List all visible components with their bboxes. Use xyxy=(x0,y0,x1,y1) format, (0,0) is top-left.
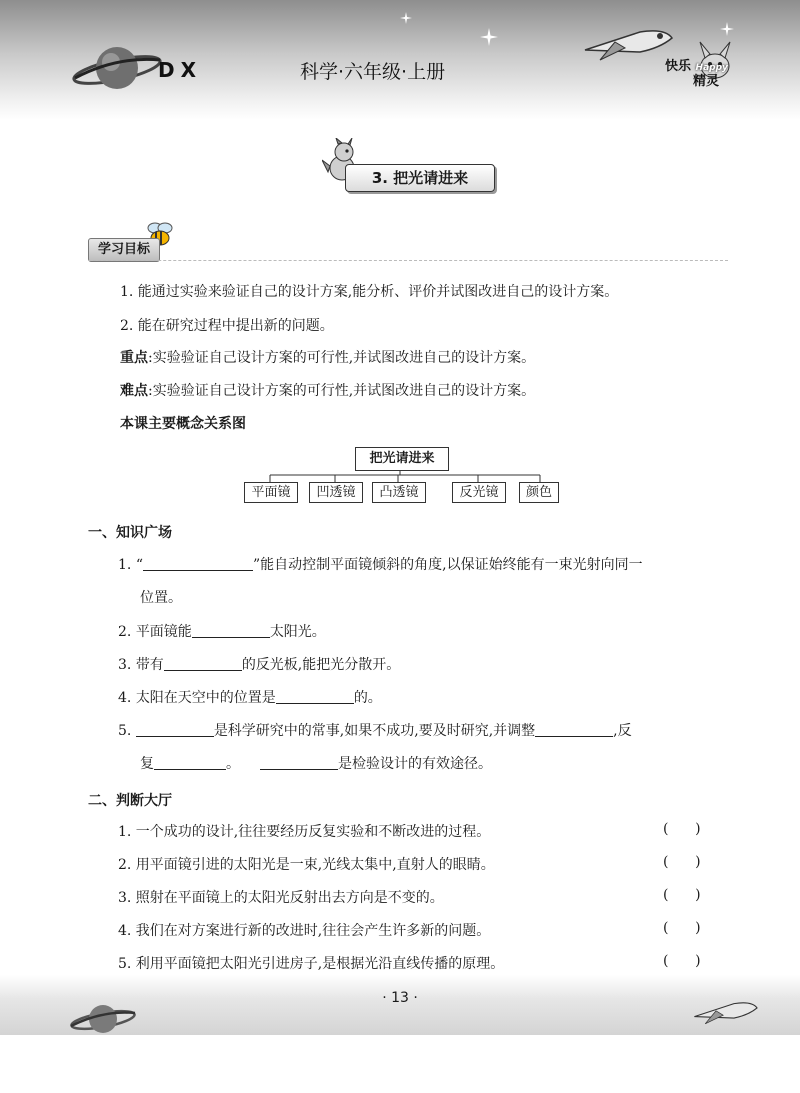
judge-item: 5. 利用平面镜把太阳光引进房子,是根据光沿直线传播的原理。 xyxy=(118,956,505,972)
page-number: · 13 · xyxy=(382,990,418,1006)
header-book-title: 科学·六年级·上册 xyxy=(300,61,446,83)
star-icon xyxy=(720,22,734,36)
question-number: 3. xyxy=(118,657,132,673)
judge-item: 1. 一个成功的设计,往往要经历反复实验和不断改进的过程。 xyxy=(118,824,491,840)
lesson-title: 3. 把光请进来 xyxy=(345,164,495,192)
series-logo xyxy=(665,60,728,89)
difficult-point xyxy=(120,380,535,400)
divider xyxy=(88,260,728,261)
question-text: 的反光板,能把光分散开。 xyxy=(241,657,401,673)
concept-map-node: 凹透镜 xyxy=(309,482,363,503)
question-number: 1. xyxy=(118,557,132,573)
answer-blank[interactable] xyxy=(154,755,226,770)
question-text: 复 xyxy=(140,756,154,772)
question-text: 。 xyxy=(226,756,240,772)
answer-parentheses[interactable]: ( ) xyxy=(663,854,701,870)
answer-parentheses[interactable]: ( ) xyxy=(663,953,701,969)
fill-question-5-cont xyxy=(140,753,492,773)
planet-icon xyxy=(68,998,138,1040)
logo-happy: Happy xyxy=(695,63,728,73)
key-point xyxy=(120,347,535,367)
fill-question-1-cont: 位置。 xyxy=(140,590,182,606)
difficult-point-text: :实验验证自己设计方案的可行性,并试图改进自己的设计方案。 xyxy=(148,383,536,399)
fill-question-1 xyxy=(118,554,643,574)
answer-blank[interactable] xyxy=(192,623,270,638)
space-shuttle-icon xyxy=(580,20,675,70)
header-code: DX xyxy=(158,58,203,82)
answer-blank[interactable] xyxy=(260,755,338,770)
star-icon xyxy=(400,12,412,24)
question-text: 带有 xyxy=(135,657,164,673)
answer-blank[interactable] xyxy=(164,656,242,671)
goal-item: 2. 能在研究过程中提出新的问题。 xyxy=(120,318,334,334)
question-text: ,反 xyxy=(613,723,632,739)
fill-question-2 xyxy=(118,621,326,641)
fill-question-4 xyxy=(118,687,382,707)
answer-parentheses[interactable]: ( ) xyxy=(663,887,701,903)
question-text: 的。 xyxy=(353,690,382,706)
question-text: 是检验设计的有效途径。 xyxy=(338,756,492,772)
question-text: ”能自动控制平面镜倾斜的角度,以保证始终能有一束光射向同一 xyxy=(252,557,643,573)
space-shuttle-icon xyxy=(690,995,760,1031)
planet-icon xyxy=(70,38,165,98)
judge-item: 3. 照射在平面镜上的太阳光反射出去方向是不变的。 xyxy=(118,890,444,906)
question-text: 平面镜能 xyxy=(135,624,192,640)
fill-question-3 xyxy=(118,654,400,674)
concept-map-root: 把光请进来 xyxy=(355,447,449,471)
concept-map-node: 凸透镜 xyxy=(372,482,426,503)
concept-map-node: 颜色 xyxy=(519,482,559,503)
key-point-text: :实验验证自己设计方案的可行性,并试图改进自己的设计方案。 xyxy=(148,350,536,366)
question-text: 太阳光。 xyxy=(269,624,326,640)
concept-map-heading: 本课主要概念关系图 xyxy=(120,416,246,432)
answer-blank[interactable] xyxy=(276,689,354,704)
judge-item: 4. 我们在对方案进行新的改进时,往往会产生许多新的问题。 xyxy=(118,923,491,939)
question-text: 太阳在天空中的位置是 xyxy=(135,690,276,706)
concept-map-node: 反光镜 xyxy=(452,482,506,503)
goal-item: 1. 能通过实验来验证自己的设计方案,能分析、评价并试图改进自己的设计方案。 xyxy=(120,284,619,300)
answer-blank[interactable] xyxy=(535,722,613,737)
answer-blank[interactable] xyxy=(143,556,253,571)
difficult-point-label: 难点 xyxy=(120,383,148,399)
logo-sub: 精灵 xyxy=(693,74,720,89)
question-number: 2. xyxy=(118,624,132,640)
question-text: 是科学研究中的常事,如果不成功,要及时研究,并调整 xyxy=(213,723,536,739)
section-knowledge-title: 一、知识广场 xyxy=(88,525,172,541)
question-number: 5. xyxy=(118,723,132,739)
judge-item: 2. 用平面镜引进的太阳光是一束,光线太集中,直射人的眼睛。 xyxy=(118,857,495,873)
logo-main: 快乐 xyxy=(665,59,692,74)
concept-map-node: 平面镜 xyxy=(244,482,298,503)
quote-open: “ xyxy=(135,557,143,573)
section-judgement-title: 二、判断大厅 xyxy=(88,793,172,809)
star-icon xyxy=(480,28,498,46)
fill-question-5 xyxy=(118,720,632,740)
learning-goals-tab: 学习目标 xyxy=(88,238,160,262)
question-number: 4. xyxy=(118,690,132,706)
answer-blank[interactable] xyxy=(136,722,214,737)
answer-parentheses[interactable]: ( ) xyxy=(663,821,701,837)
answer-parentheses[interactable]: ( ) xyxy=(663,920,701,936)
key-point-label: 重点 xyxy=(120,350,148,366)
